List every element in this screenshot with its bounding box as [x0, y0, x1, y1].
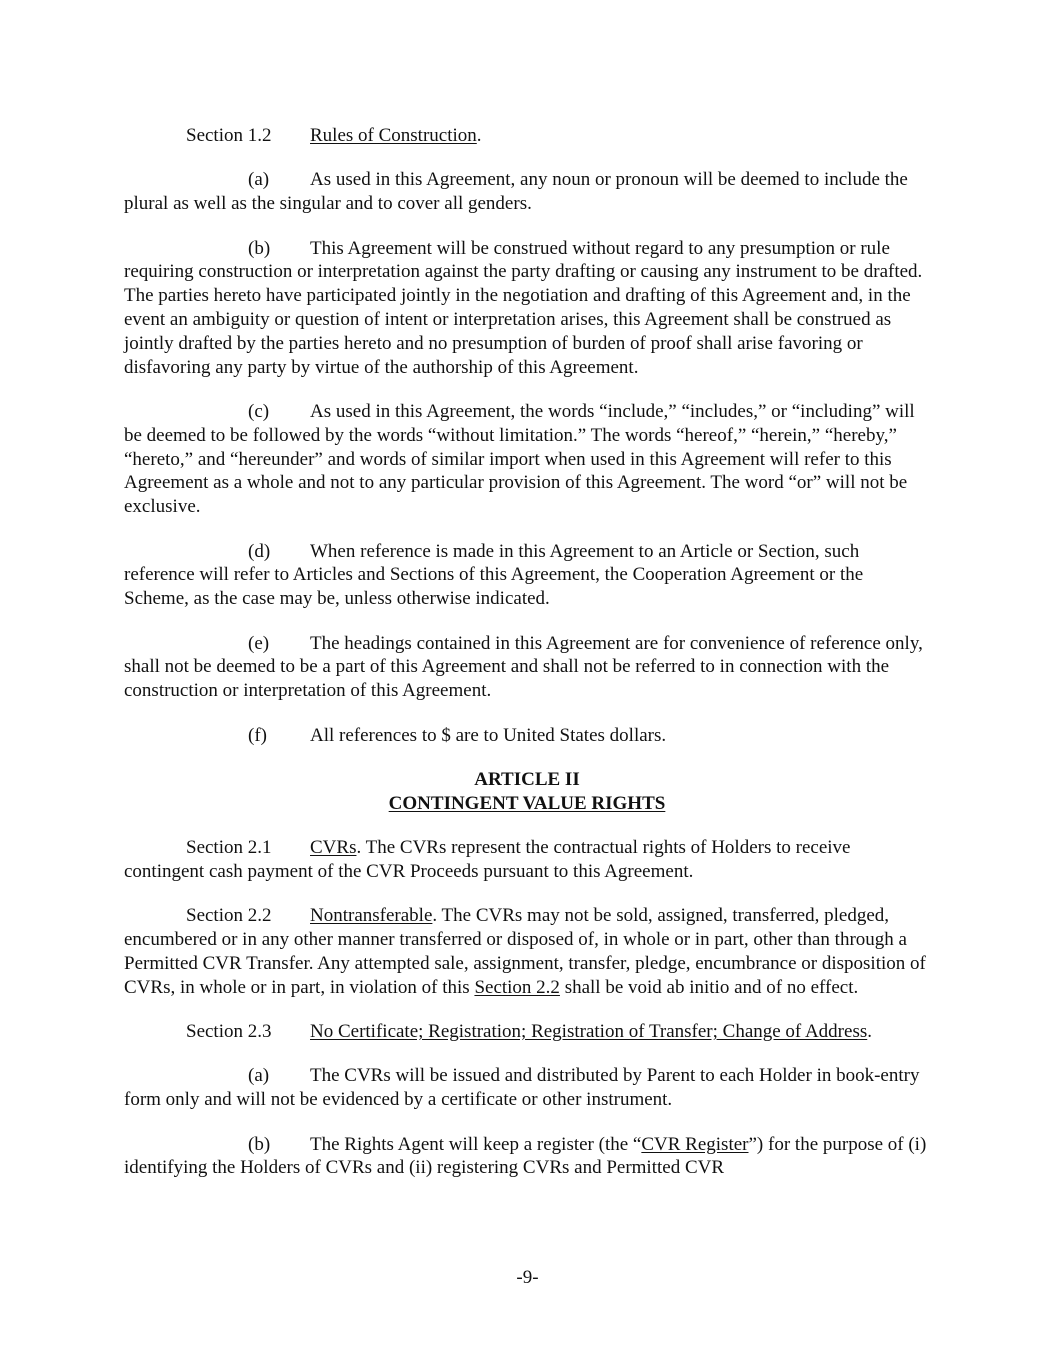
section-title: Nontransferable — [310, 905, 433, 927]
section-1-2-c — [124, 400, 930, 519]
section-title: Rules of Construction — [310, 125, 477, 146]
clause-text: The CVRs will be issued and distributed by Parent to each Holder in book-entry form only and will not be evidenced by a certificate or other instrument. — [124, 1065, 920, 1111]
section-text-end: shall be void ab initio and of no effect. — [559, 976, 859, 998]
section-number: Section 1.2 — [186, 125, 272, 146]
section-title: CVRs — [310, 837, 357, 859]
clause-text: The headings contained in this Agreement are for convenience of reference only, shall not be deemed to be a part of this Agreement and shall not be referred to in connection with the construction or interpretation of this Agreement. — [124, 632, 923, 702]
clause-label: (e) — [248, 632, 270, 654]
section-1-2-a — [124, 168, 930, 216]
clause-label: (d) — [248, 540, 271, 562]
page-number: -9- — [516, 1267, 539, 1288]
section-1-2-f — [124, 724, 930, 748]
clause-label: (b) — [248, 237, 271, 259]
clause-label: (f) — [248, 724, 267, 746]
section-2-1 — [124, 836, 930, 884]
clause-label: (c) — [248, 400, 270, 422]
section-1-2-heading: Section 1.2 Rules of Construction. — [186, 125, 482, 146]
clause-text: When reference is made in this Agreement to an Article or Section, such reference will refer to Articles and Sections of this Agreement, the Cooperation Agreement or the Scheme, as the case may be, unless otherwise indicated. — [124, 540, 864, 610]
section-number: Section 2.3 — [186, 1021, 272, 1043]
clause-text: The Rights Agent will keep a register (the “ — [310, 1133, 642, 1155]
section-1-2-d — [124, 540, 930, 611]
section-title: No Certificate; Registration; Registration of Transfer; Change of Address — [310, 1021, 868, 1043]
section-1-2-b — [124, 237, 930, 380]
clause-label: (a) — [248, 1065, 270, 1087]
clause-text: As used in this Agreement, the words “include,” “includes,” or “including” will be deemed to be followed by the words “without limitation.” The words “hereof,” “herein,” “hereby,” “hereto,” and “hereunder” and words of similar import when used in this Agreement will refer to this Agreement as a whole and not to any particular provision of this Agreement. The word “or” will not be exclusive. — [124, 400, 915, 518]
article-title: CONTINGENT VALUE RIGHTS — [388, 792, 666, 814]
section-2-3-a — [124, 1064, 930, 1112]
clause-text: All references to $ are to United States dollars. — [310, 724, 667, 746]
document-page — [124, 124, 930, 1201]
clause-text: As used in this Agreement, any noun or pronoun will be deemed to include the plural as well as the singular and to cover all genders. — [124, 169, 908, 215]
clause-text-end: ”) for the purpose of (i) identifying the Holders of CVRs and (ii) registering CVRs and Permitted CVR — [124, 1133, 927, 1179]
section-text: . The CVRs may not be sold, assigned, transferred, pledged, encumbered or in any other manner transferred or disposed of, in whole or in part, other than through a Permitted CVR Transfer. Any attempted sale, assignment, transfer, pledge, encumbrance or disposition of CVRs, in whole or in part, in violation of this — [124, 905, 926, 998]
section-1-2-e — [124, 632, 930, 703]
clause-label: (b) — [248, 1133, 271, 1155]
clause-label: (a) — [248, 169, 270, 191]
section-2-3-heading: Section 2.3 No Certificate; Registration; Registration of Transfer; Change of Address. — [186, 1021, 872, 1043]
defined-term: CVR Register — [641, 1133, 749, 1155]
section-number: Section 2.1 — [186, 837, 272, 859]
article-number: ARTICLE II — [474, 768, 580, 790]
section-number: Section 2.2 — [186, 905, 272, 927]
section-2-3-b — [124, 1133, 930, 1181]
article-heading — [124, 768, 930, 816]
section-cross-reference: Section 2.2 — [474, 976, 560, 998]
clause-text: This Agreement will be construed without regard to any presumption or rule requiring construction or interpretation against the party drafting or causing any instrument to be drafted. The parties hereto have participated jointly in the negotiation and drafting of this Agreement and, in the event an ambiguity or question of intent or interpretation arises, this Agreement shall be construed as jointly drafted by the parties hereto and no presumption of burden of proof shall arise favoring or disfavoring any party by virtue of the authorship of this Agreement. — [124, 237, 923, 378]
section-2-2 — [124, 904, 930, 999]
section-text: . The CVRs represent the contractual rights of Holders to receive contingent cash payment of the CVR Proceeds pursuant to this Agreement. — [124, 837, 851, 882]
